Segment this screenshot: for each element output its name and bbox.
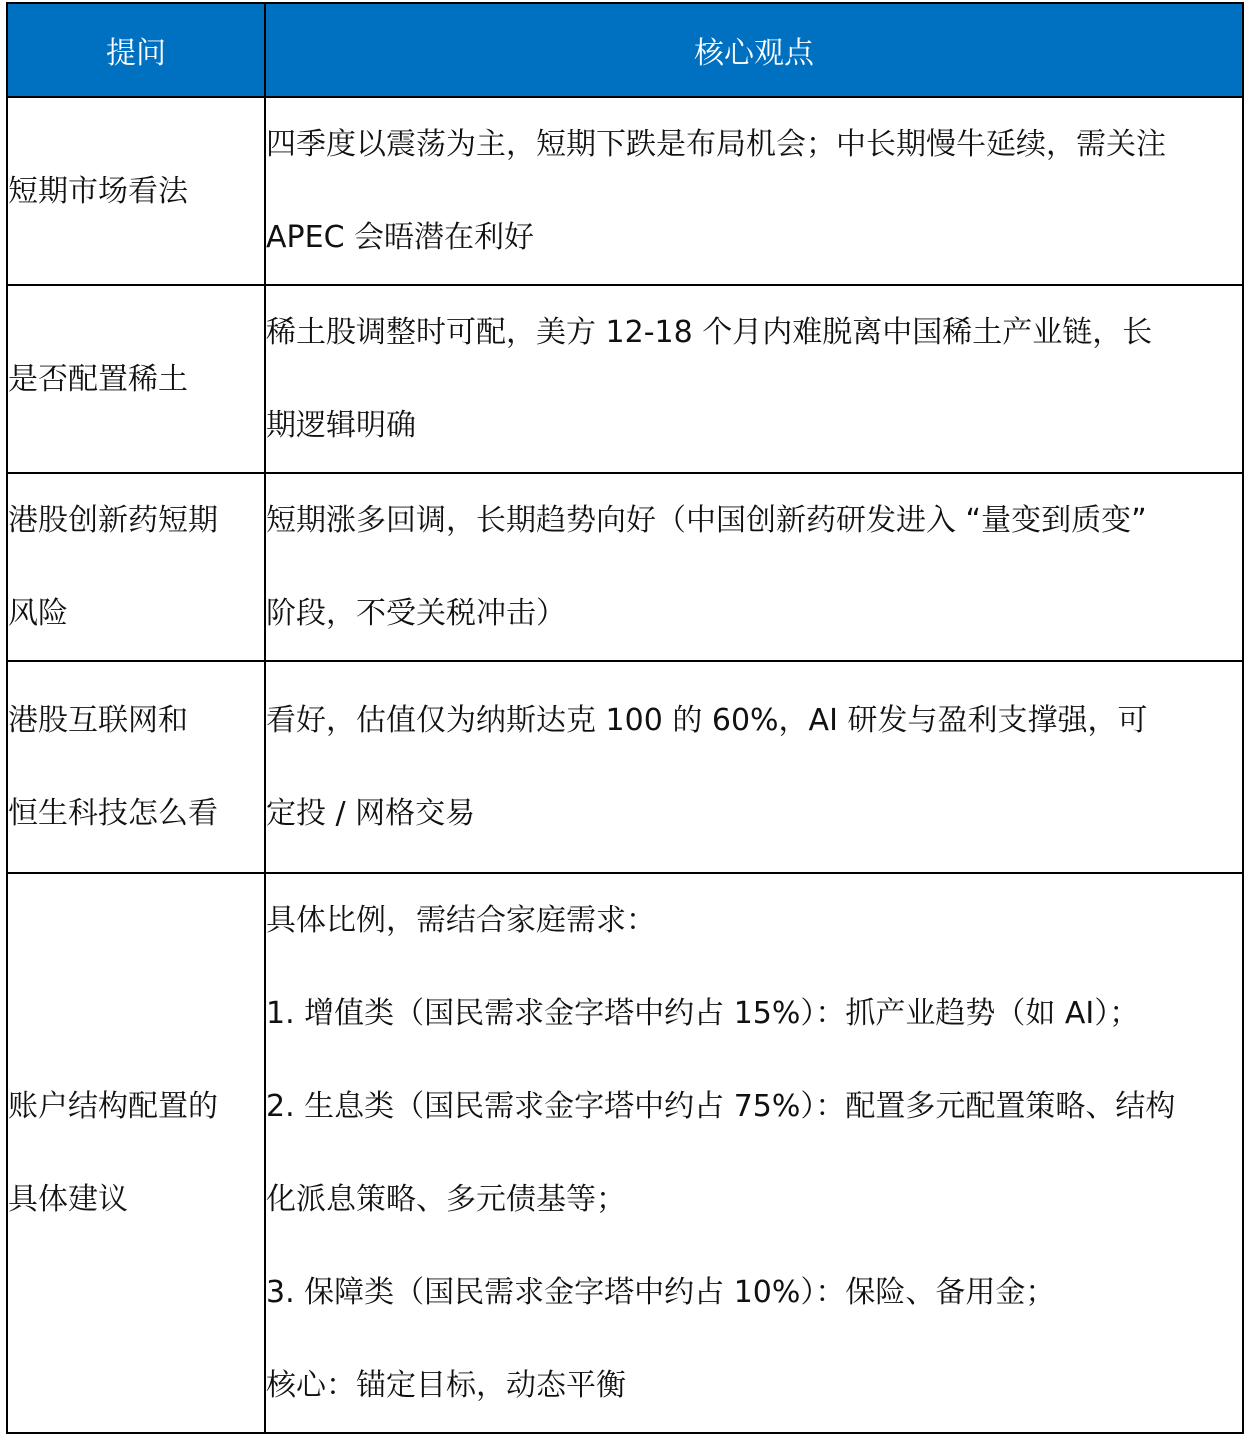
- answer-cell: [265, 285, 1243, 473]
- answer-line: 化派息策略、多元债基等；: [266, 1182, 626, 1217]
- answer-cell: [265, 97, 1243, 285]
- answer-cell: [265, 473, 1243, 661]
- question-text: 短期市场看法: [8, 173, 188, 209]
- question-line: 港股互联网和: [8, 703, 188, 738]
- table-row: [7, 661, 1243, 873]
- answer-line: 1. 增值类（国民需求金字塔中约占 15%）：抓产业趋势（如 AI）；: [266, 996, 1140, 1031]
- question-cell: [7, 473, 265, 661]
- answer-line: 核心：锚定目标，动态平衡: [266, 1368, 626, 1403]
- answer-cell: [265, 873, 1243, 1433]
- question-cell: [7, 285, 265, 473]
- table-header-row: [7, 3, 1243, 97]
- question-text: 是否配置稀土: [8, 361, 188, 397]
- answer-line: 四季度以震荡为主，短期下跌是布局机会；中长期慢牛延续，需关注: [266, 127, 1166, 162]
- question-line: 具体建议: [8, 1182, 128, 1217]
- question-cell: [7, 97, 265, 285]
- answer-line: 具体比例，需结合家庭需求：: [266, 903, 656, 938]
- table-row: [7, 473, 1243, 661]
- table-row: [7, 285, 1243, 473]
- question-cell: [7, 873, 265, 1433]
- question-cell: [7, 661, 265, 873]
- answer-line: 阶段，不受关税冲击）: [266, 596, 566, 631]
- answer-line: 期逻辑明确: [266, 408, 416, 443]
- header-question: 提问: [7, 3, 265, 97]
- answer-line: 看好，估值仅为纳斯达克 100 的 60%，AI 研发与盈利支撑强，可: [266, 703, 1148, 738]
- answer-line: 稀土股调整时可配，美方 12-18 个月内难脱离中国稀土产业链，长: [266, 315, 1153, 350]
- question-line: 账户结构配置的: [8, 1089, 218, 1124]
- answer-line: 3. 保障类（国民需求金字塔中约占 10%）：保险、备用金；: [266, 1275, 1056, 1310]
- question-line: 恒生科技怎么看: [8, 796, 218, 831]
- table-row: [7, 97, 1243, 285]
- question-line: 港股创新药短期: [8, 503, 218, 538]
- table-row: [7, 873, 1243, 1433]
- answer-cell: [265, 661, 1243, 873]
- answer-line: 短期涨多回调，长期趋势向好（中国创新药研发进入 “量变到质变”: [266, 503, 1147, 538]
- answer-line: 定投 / 网格交易: [266, 796, 476, 831]
- qa-table: [6, 2, 1244, 1434]
- header-core-view: 核心观点: [265, 3, 1243, 97]
- question-line: 风险: [8, 596, 68, 631]
- answer-line: 2. 生息类（国民需求金字塔中约占 75%）：配置多元配置策略、结构: [266, 1089, 1176, 1124]
- answer-line: APEC 会晤潜在利好: [266, 220, 535, 255]
